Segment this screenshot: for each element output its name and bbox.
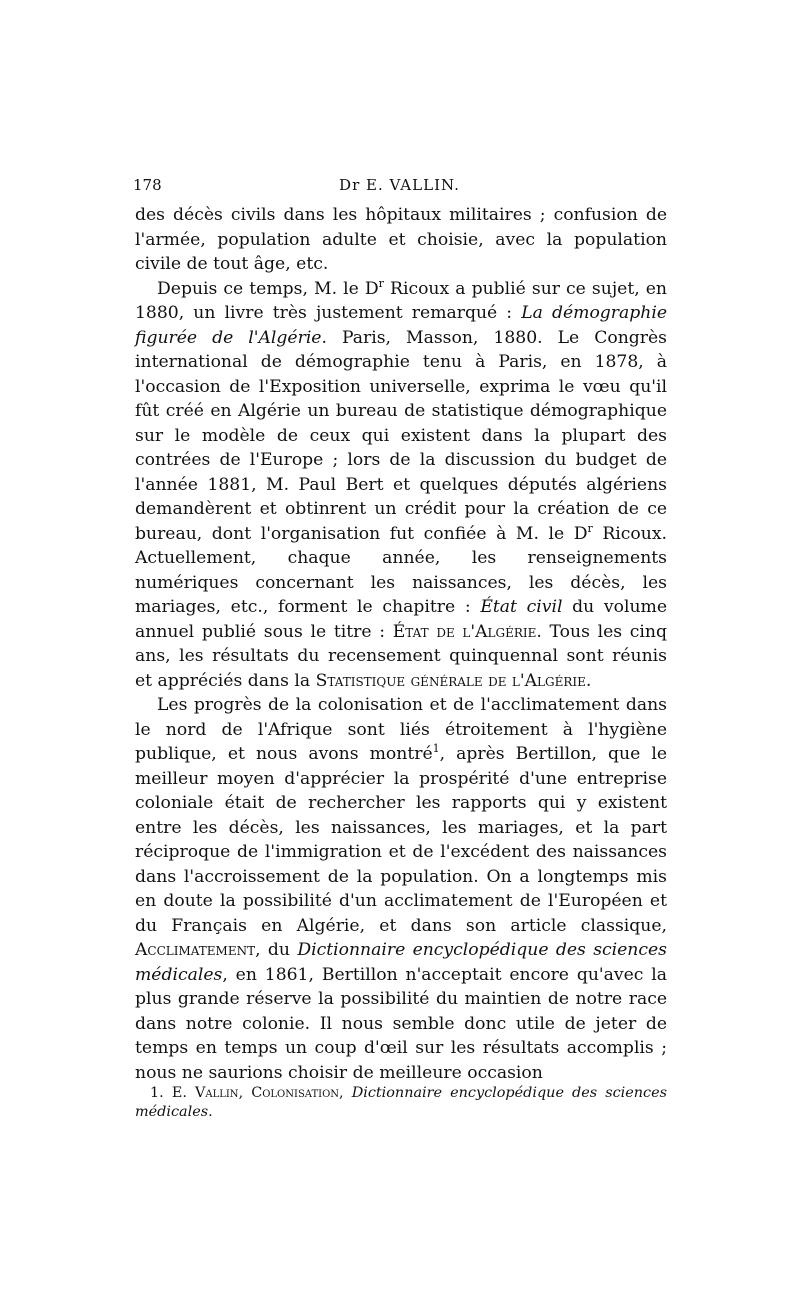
text-run: Les progrès de la colonisation et de l'acclimatement dans le nord de l'Afrique sont liés étroitement à l'hygiène publique, et nous avons montré [135,695,667,764]
statistics-title: Statistique générale de l'Algérie [315,670,586,691]
text-run: , [339,1085,352,1101]
running-title: Dr E. VALLIN. [339,176,460,194]
text-run: Ricoux a publié sur ce sujet, en 1880, un livre très justement remarqué : [135,278,667,323]
chapter-title: État civil [480,597,563,617]
text-run: . Tous les cinq ans, les résultats du recensement quinquennal sont réunis et appréciés dans la [135,621,667,691]
book-title: La démographie figurée de l'Algérie [135,303,667,348]
page-number: 178 [133,176,162,194]
text-run: , en 1861, Bertillon n'acceptait encore qu'avec la plus grande réserve la possibilité du maintien de notre race dans notre colonie. Il nous semble donc utile de jeter de temps en temps un coup d'œil sur les résultats accomplis ; nous ne saurions choisir de meilleure occasion [135,964,667,1083]
footnote-number: 1. [150,1085,164,1101]
volume-title: État de l'Algérie [392,621,537,642]
superscript: r [378,276,384,290]
text-run: , après Bertillon, que le meilleur moyen d'apprécier la prospérité d'une entreprise coloniale était de rechercher les rapports qui y existent entre les décès, les naissances, les mariages, et la part réciproque de l'immigration et de l'excédent des naissances dans l'accroissement de la population. On a longtemps mis en doute la possibilité d'un acclimatement de l'Européen et du Français en Algérie, et dans son article classique, [135,744,668,936]
footnote-author: E. Vallin [171,1085,239,1101]
text-run: du volume annuel publié sous le titre : [135,597,668,642]
footnote [135,1084,667,1122]
paragraph-2 [135,277,667,694]
running-header [133,176,666,196]
text-run: , [238,1085,252,1101]
text-run: , du [255,940,298,960]
text-run: . [208,1104,213,1120]
dictionary-title: Dictionnaire encyclopédique des sciences médicales [135,940,667,985]
body-text [135,203,667,1085]
footnote-reference: 1 [432,742,440,755]
text-run: Depuis ce temps, M. le D [157,278,379,299]
paragraph-1 [135,203,667,277]
text-run: Ricoux. Actuellement, chaque année, les renseignements numériques concernant les naissances, les décès, les mariages, etc., forment le chapitre : [135,523,667,617]
superscript: r [587,521,593,535]
article-title: Acclimatement [135,940,256,960]
footnote-source: Dictionnaire encyclopédique des sciences médicales [135,1085,667,1120]
text-run: . [585,670,592,691]
footnote-article: Colonisation [251,1085,340,1101]
paragraph-1-text: des décès civils dans les hôpitaux militaires ; confusion de l'armée, population adulte et choisie, avec la population civile de tout âge, etc. [135,205,667,274]
paragraph-3 [135,693,667,1085]
text-run: . Paris, Masson, 1880. Le Congrès international de démographie tenu à Paris, en 1878, à l'occasion de l'Exposition universelle, exprima le vœu qu'il fût créé en Algérie un bureau de statistique démographique sur le modèle de ceux qui existent dans la plupart des contrées de l'Europe ; lors de la discussion du budget de l'année 1881, M. Paul Bert et quelques députés algériens demandèrent et obtinrent un crédit pour la création de ce bureau, dont l'organisation fut confiée à M. le D [135,327,667,544]
